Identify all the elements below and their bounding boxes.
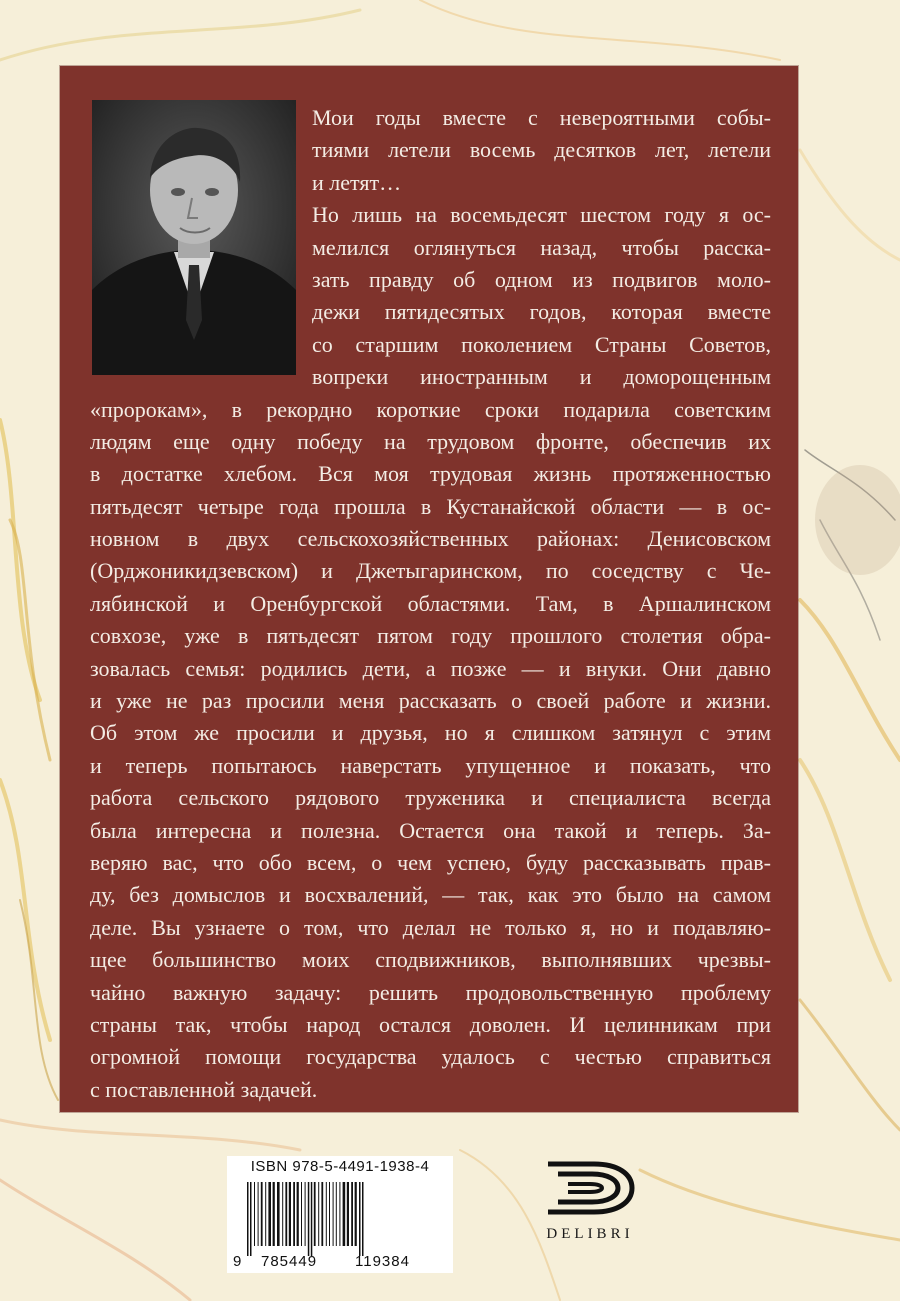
blurb-line: тиями летели восемь десятков лет, летели [312,137,771,163]
barcode-bar [339,1182,340,1246]
barcode-bar [311,1182,313,1256]
barcode-bar [250,1182,252,1256]
blurb-line: лябинской и Оренбургской областями. Там, в Аршалинском [90,590,771,616]
blurb-line: «пророкам», в рекордно короткие сроки подарила советским [90,396,771,422]
blurb-line: со старшим поколением Страны Советов, [312,331,771,357]
blurb-line: Об этом же просили и друзья, но я слишком затянул с этим [90,720,771,746]
blurb-line: новном в двух сельскохозяйственных районах: Денисовском [90,526,771,552]
delibri-logo-icon [542,1158,638,1218]
blurb-line: работа сельского рядового труженика и специалиста всегда [90,785,771,811]
barcode-bar [293,1182,295,1246]
blurb-line: зовалась семья: родились дети, а позже — и внуки. Они давно [90,655,771,681]
blurb-line: дежи пятидесятых годов, которая вместе [312,299,771,325]
barcode-bar [314,1182,316,1246]
barcode-bar [329,1182,330,1246]
blurb-line: страны так, чтобы народ остался доволен. И целинникам при [90,1011,771,1037]
blurb-line: и теперь попытаюсь наверстать упущенное и показать, что [90,752,771,778]
barcode-bar [282,1182,283,1246]
blurb-line: в достатке хлебом. Вся моя трудовая жизнь протяженностью [90,461,771,487]
back-cover-panel [60,66,798,1112]
barcode-bar [326,1182,327,1246]
barcode-bar [321,1182,323,1246]
blurb-line: вопреки иностранным и доморощенным [312,364,771,390]
blurb-line: мелился оглянуться назад, чтобы расска- [312,234,771,260]
isbn-barcode [227,1156,453,1273]
barcode-bar [247,1182,249,1256]
barcode-bar [289,1182,291,1246]
blurb-line: огромной помощи государства удалось с честью справиться [90,1044,771,1070]
barcode-bar [258,1182,259,1246]
isbn-label: ISBN 978-5-4491-1938-4 [250,1158,430,1175]
blurb-line: совхозе, уже в пятьдесят пятом году прошлого столетия обра- [90,623,771,649]
barcode-bar [268,1182,271,1246]
blurb-text [90,102,771,1106]
barcode-bar [347,1182,349,1246]
publisher-logo [530,1158,650,1268]
barcode-digit-first: 9 [233,1253,243,1270]
barcode-bar [318,1182,319,1246]
barcode-bar [351,1182,353,1246]
barcode-bar [343,1182,346,1246]
barcode-bar [359,1182,361,1256]
barcode-bar [305,1182,306,1246]
publisher-name: DELIBRI [546,1226,634,1242]
barcode-bar [261,1182,263,1246]
barcode-bar [336,1182,337,1246]
blurb-line: Мои годы вместе с невероятными собы- [312,105,771,130]
barcode-digits-right: 119384 [355,1253,410,1270]
barcode-bar [333,1182,334,1246]
barcode-bar [254,1182,255,1246]
blurb-line: была интересна и полезна. Остается она такой и теперь. За- [90,817,771,843]
barcode-bar [285,1182,287,1246]
blurb-line: (Орджоникидзевском) и Джетыгаринском, по соседству с Че- [90,558,771,584]
barcode-bar [355,1182,357,1246]
blurb-line: и уже не раз просили меня рассказать о своей работе и жизни. [90,688,771,714]
blurb-line: веряю вас, что обо всем, о чем успею, буду рассказывать прав- [90,849,771,875]
barcode-bars [245,1182,445,1256]
blurb-line: зать правду об одном из подвигов моло- [312,266,771,292]
blurb-line: чайно важную задачу: решить продовольственную проблему [90,979,771,1005]
blurb-line: с поставленной задачей. [90,1076,318,1102]
blurb-line: и летят… [312,169,402,195]
blurb-line: ду, без домыслов и восхвалений, — так, как это было на самом [90,882,771,908]
barcode-bar [273,1182,275,1246]
barcode-digits-left: 785449 [261,1253,318,1270]
blurb-line: Но лишь на восемьдесят шестом году я ос- [312,202,771,228]
blurb-line: людям еще одну победу на трудовом фронте, обеспечив их [90,428,771,454]
blurb-line: пятьдесят четыре года прошла в Кустанайской области — в ос- [90,493,771,519]
barcode-bar [362,1182,364,1256]
barcode-bar [277,1182,280,1246]
barcode-bar [265,1182,266,1246]
barcode-bar [301,1182,302,1246]
barcode-bar [297,1182,299,1246]
blurb-line: деле. Вы узнаете о том, что делал не только я, но и подавляю- [90,914,771,940]
barcode-bar [308,1182,310,1256]
blurb-line: щее большинство моих сподвижников, выполнявших чрезвы- [90,947,771,973]
